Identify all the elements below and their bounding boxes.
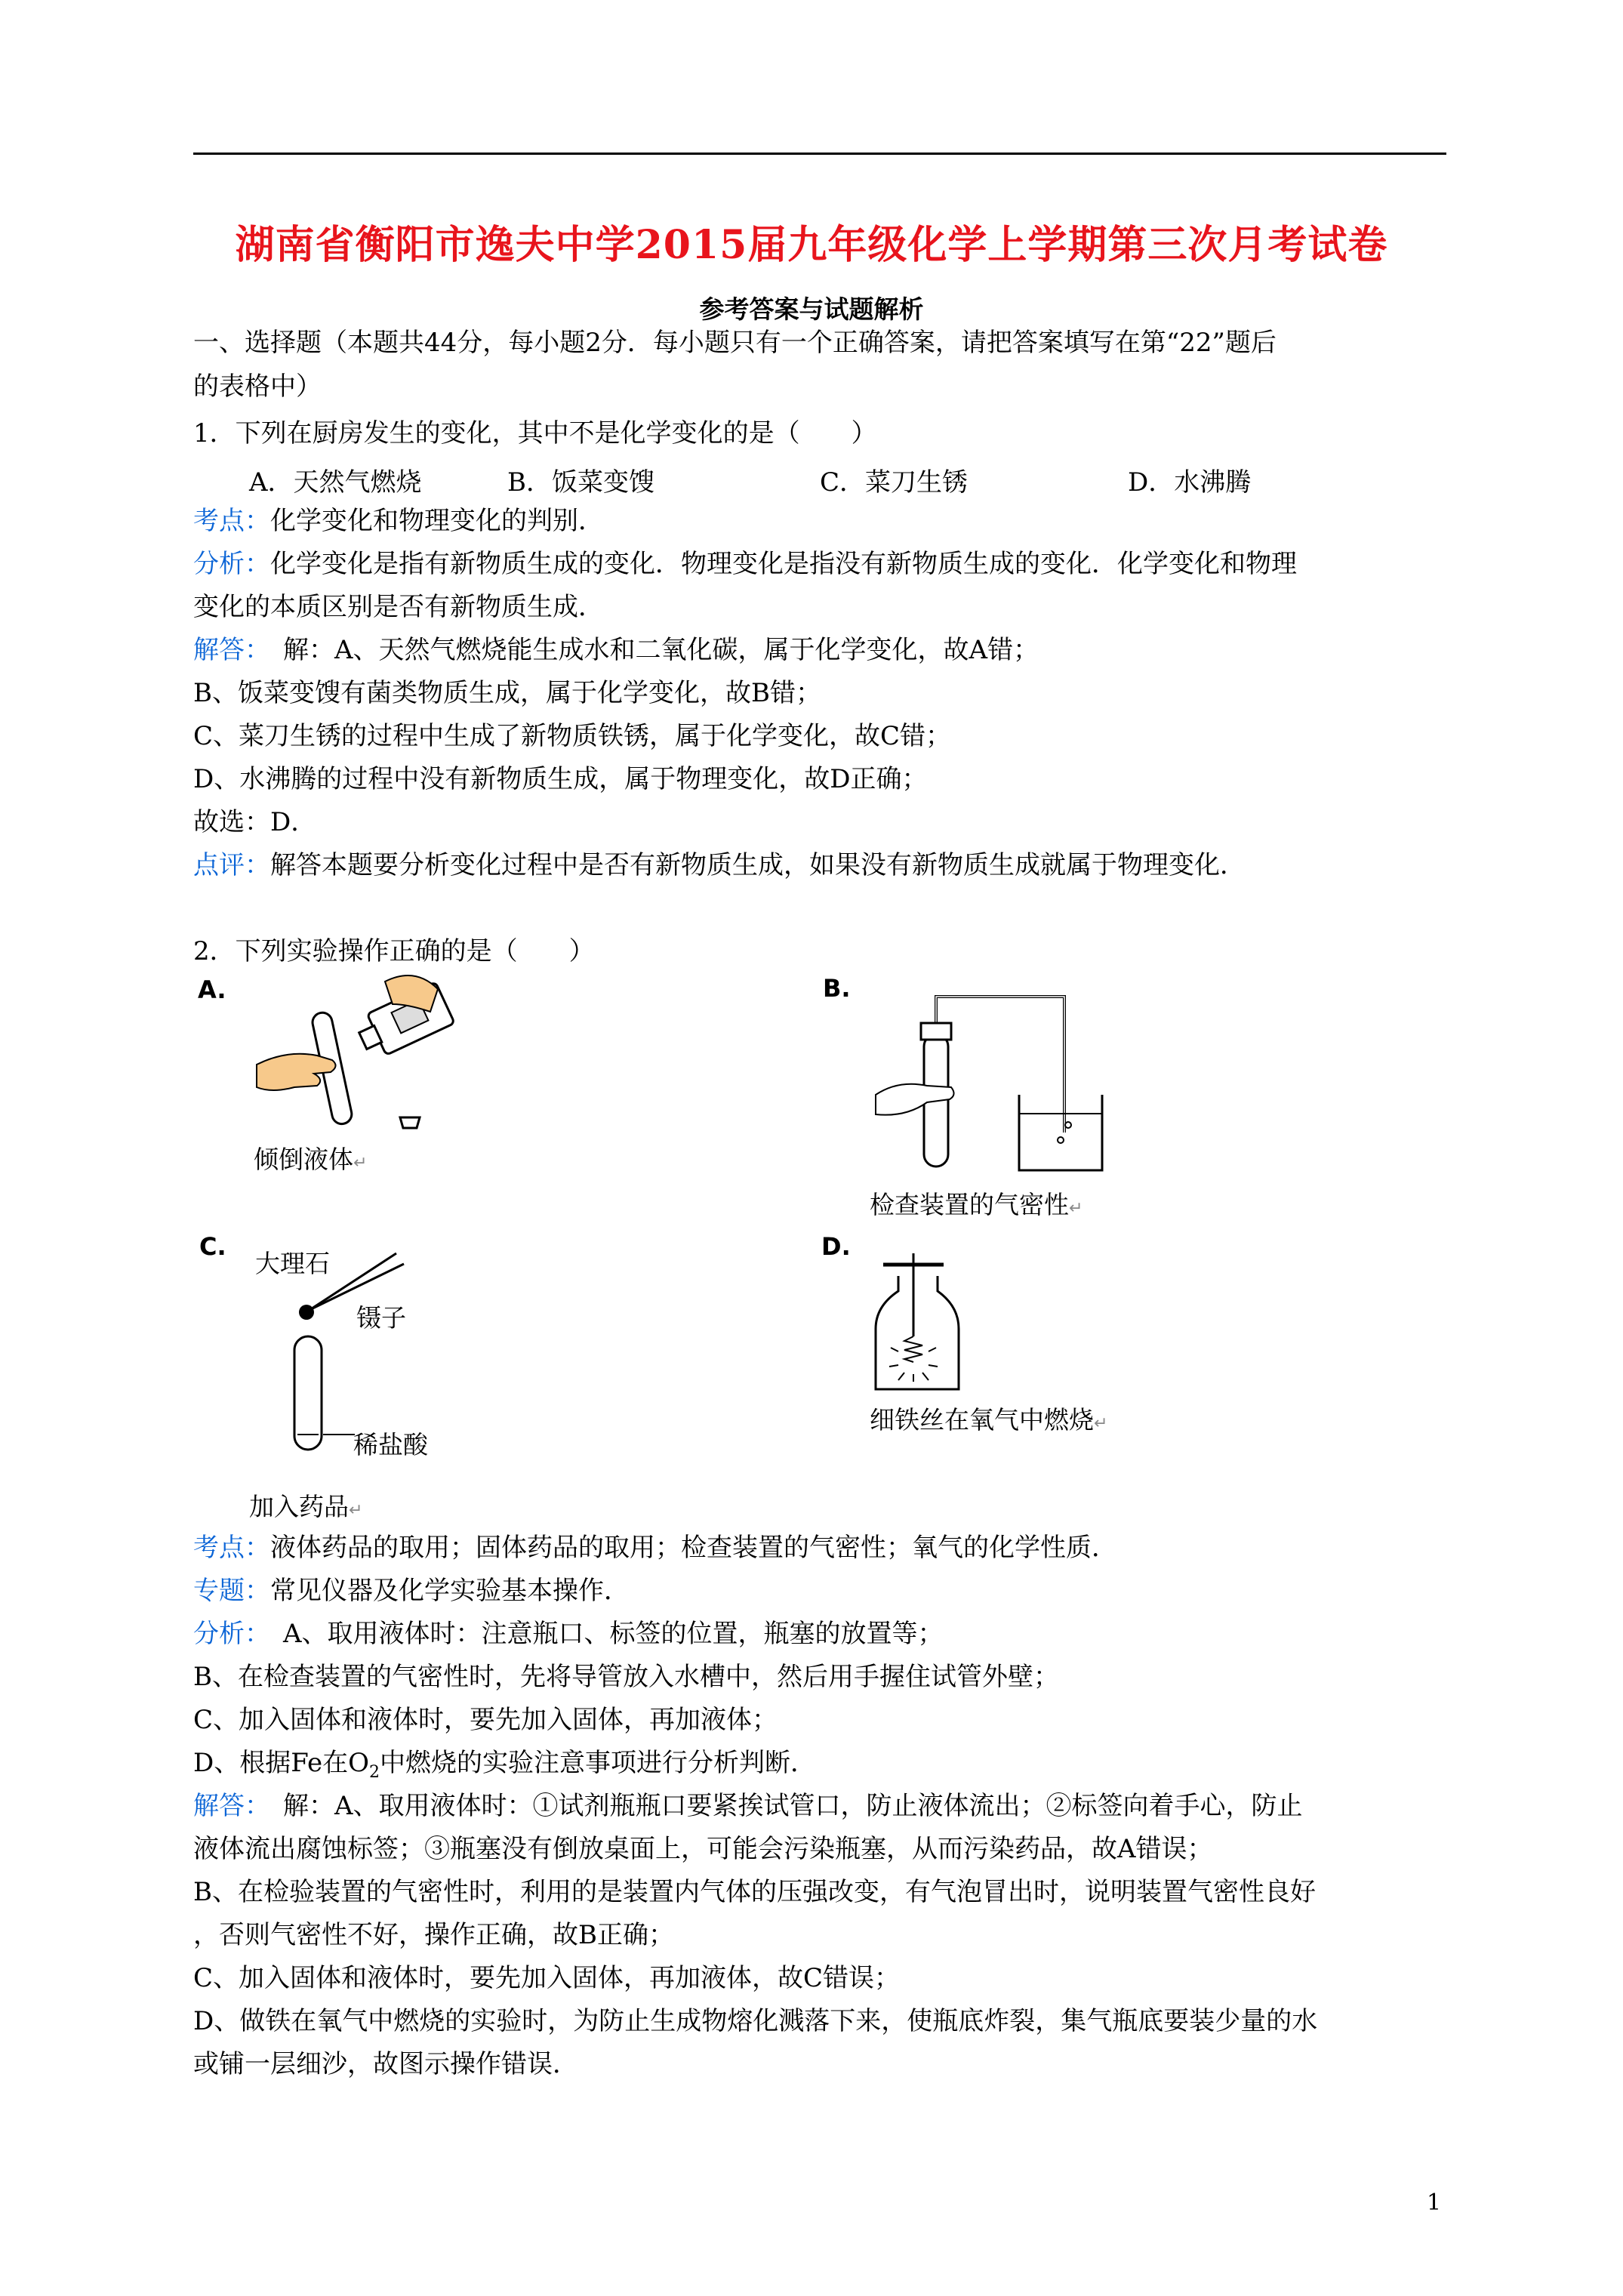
dianping-label: 点评： — [193, 850, 270, 880]
kaodian-text: 化学变化和物理变化的判别． — [270, 506, 604, 536]
fig-d-caption-text: 细铁丝在氧气中燃烧 — [870, 1405, 1094, 1435]
jieda-label: 解答： — [193, 635, 257, 665]
q1-fenxi-line-2: 变化的本质区别是否有新物质生成． — [193, 592, 604, 622]
q1-jieda-line-3: C、菜刀生锈的过程中生成了新物质铁锈，属于化学变化，故C错； — [193, 721, 952, 751]
zhuanti-label: 专题： — [193, 1576, 270, 1606]
fig-c-letter: C. — [199, 1232, 226, 1261]
return-mark: ↵ — [1094, 1414, 1108, 1433]
page-title: 湖南省衡阳市逸夫中学2015届九年级化学上学期第三次月考试卷 — [235, 222, 1388, 268]
q2-jieda-line-7: 或铺一层细沙，故图示操作错误． — [193, 2049, 578, 2079]
return-mark: ↵ — [353, 1154, 368, 1173]
fig-a-caption-text: 倾倒液体 — [254, 1145, 353, 1174]
q2-fenxi-line-3: C、加入固体和液体时，要先加入固体，再加液体； — [193, 1705, 778, 1735]
fenxi-text: 化学变化是指有新物质生成的变化．物理变化是指没有新物质生成的变化．化学变化和物理 — [270, 549, 1297, 579]
q1-option-b: B．饭菜变馊 — [507, 467, 654, 498]
q2-fenxi-line-4 — [193, 1746, 816, 1789]
fig-c-caption — [249, 1487, 362, 1523]
kaodian-label: 考点： — [193, 506, 270, 536]
q1-jieda — [193, 633, 1039, 667]
q2-jieda-line-6: D、做铁在氧气中燃烧的实验时，为防止生成物熔化溅落下来，使瓶底炸裂，集气瓶底要装少量的水 — [193, 2006, 1318, 2036]
fig-c-label-acid: 稀盐酸 — [353, 1430, 428, 1459]
q1-option-c: C．菜刀生锈 — [820, 467, 969, 498]
fig-b-letter: B. — [823, 974, 851, 1003]
q2-jieda-line-2: 液体流出腐蚀标签；③瓶塞没有倒放桌面上，可能会污染瓶塞，从而污染药品，故A错误； — [193, 1834, 1213, 1864]
jieda-label: 解答： — [193, 1791, 257, 1821]
header-rule — [193, 153, 1446, 155]
jieda-text: 解：A、天然气燃烧能生成水和二氧化碳，属于化学变化，故A错； — [257, 635, 1039, 665]
section-heading-line-2: 的表格中） — [193, 371, 322, 402]
q1-jieda-line-5: 故选：D． — [193, 807, 317, 837]
page-number: 1 — [1427, 2190, 1442, 2216]
q2-jieda-line-4: ，否则气密性不好，操作正确，故B正确； — [193, 1920, 674, 1950]
fig-c-label-marble: 大理石 — [255, 1249, 330, 1278]
fig-d-letter: D. — [821, 1232, 851, 1261]
return-mark: ↵ — [349, 1501, 363, 1520]
q2-stem: 2．下列实验操作正确的是（ ） — [193, 936, 595, 966]
dianping-text: 解答本题要分析变化过程中是否有新物质生成，如果没有新物质生成就属于物理变化． — [270, 850, 1246, 880]
q2-kaodian — [193, 1531, 1117, 1564]
jieda-text: 解：A、取用液体时：①试剂瓶瓶口要紧挨试管口，防止液体流出；②标签向着手心，防止 — [257, 1791, 1303, 1821]
fig-a-pouring-liquid — [242, 966, 483, 1148]
fenxi-label: 分析： — [193, 549, 270, 579]
return-mark: ↵ — [1069, 1199, 1083, 1218]
q1-jieda-line-4: D、水沸腾的过程中没有新物质生成，属于物理变化，故D正确； — [193, 764, 928, 794]
fig-d-caption — [870, 1401, 1107, 1436]
q2-jieda-line-3: B、在检验装置的气密性时，利用的是装置内气体的压强改变，有气泡冒出时，说明装置气密性良好 — [193, 1877, 1316, 1907]
q2-jieda-line-5: C、加入固体和液体时，要先加入固体，再加液体，故C错误； — [193, 1963, 901, 1993]
kaodian-label: 考点： — [193, 1533, 270, 1563]
fig-b-caption — [870, 1185, 1083, 1221]
q1-option-d: D．水沸腾 — [1128, 467, 1252, 498]
q2-fenxi — [193, 1617, 944, 1650]
fenxi-4-part-a: D、根据Fe在O — [193, 1748, 369, 1778]
q2-jieda — [193, 1789, 1303, 1823]
fig-a-letter: A. — [198, 975, 226, 1004]
fenxi-text: A、取用液体时：注意瓶口、标签的位置，瓶塞的放置等； — [257, 1619, 944, 1649]
q1-stem: 1．下列在厨房发生的变化，其中不是化学变化的是（ ） — [193, 418, 877, 448]
q1-jieda-line-2: B、饭菜变馊有菌类物质生成，属于化学变化，故B错； — [193, 678, 821, 708]
q1-kaodian — [193, 504, 604, 538]
oxygen-subscript: 2 — [369, 1762, 380, 1782]
q2-fenxi-line-2: B、在检查装置的气密性时，先将导管放入水槽中，然后用手握住试管外壁； — [193, 1662, 1059, 1692]
fenxi-4-part-b: 中燃烧的实验注意事项进行分析判断． — [380, 1748, 816, 1778]
q1-option-a: A．天然气燃烧 — [249, 467, 422, 498]
kaodian-text: 液体药品的取用；固体药品的取用；检查装置的气密性；氧气的化学性质． — [270, 1533, 1117, 1563]
q1-dianping — [193, 849, 1246, 882]
fig-c-label-tweezers: 镊子 — [356, 1303, 406, 1333]
fig-a-caption — [254, 1140, 367, 1176]
fig-c-caption-text: 加入药品 — [249, 1492, 349, 1521]
fenxi-label: 分析： — [193, 1619, 257, 1649]
fig-d-iron-wire-burning — [868, 1253, 1019, 1397]
fig-c-adding-reagent — [249, 1246, 430, 1457]
page-subtitle: 参考答案与试题解析 — [699, 294, 924, 324]
q2-zhuanti — [193, 1574, 630, 1607]
fig-b-airtightness-check — [868, 982, 1125, 1178]
section-heading-line-1: 一、选择题（本题共44分，每小题2分．每小题只有一个正确答案，请把答案填写在第“22”题后 — [193, 328, 1277, 358]
zhuanti-text: 常见仪器及化学实验基本操作． — [270, 1576, 630, 1606]
q1-fenxi — [193, 547, 1297, 581]
fig-b-caption-text: 检查装置的气密性 — [870, 1190, 1069, 1219]
